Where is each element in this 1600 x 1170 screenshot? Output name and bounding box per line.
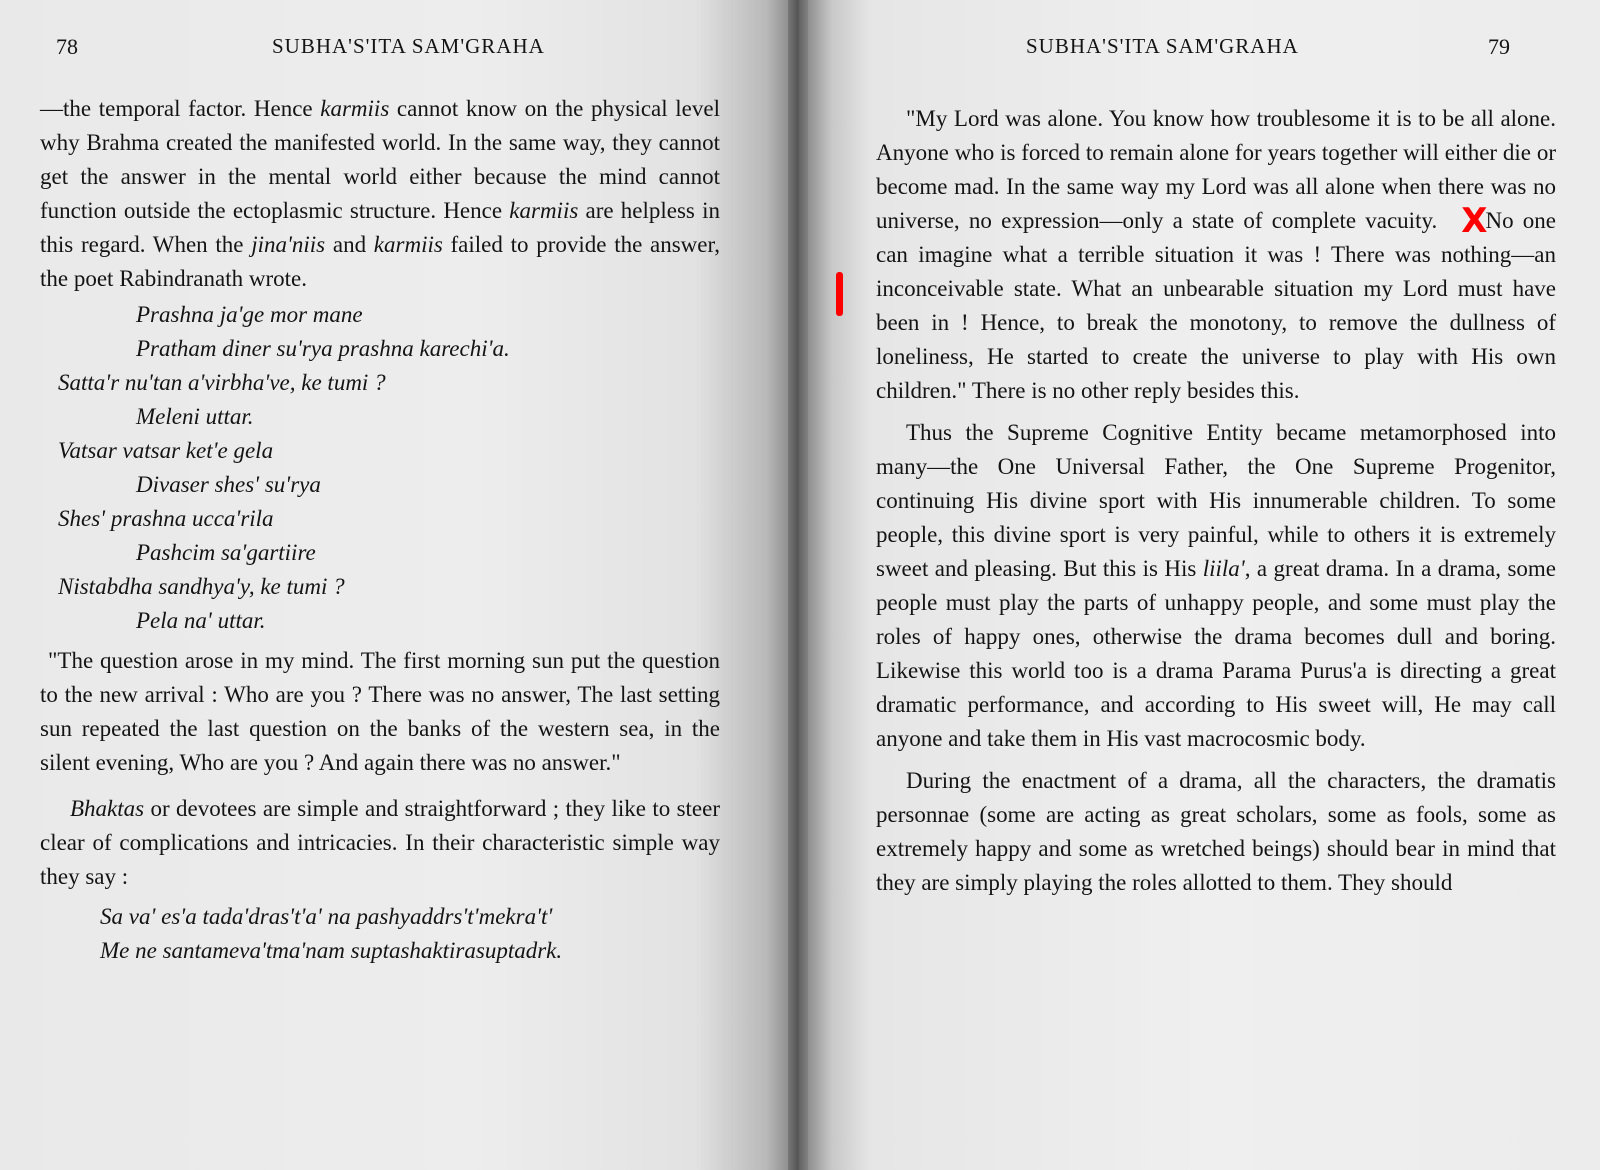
left-page-text	[40, 92, 720, 968]
right-page-number: 79	[1488, 34, 1510, 59]
red-x-mark: X	[1461, 201, 1488, 241]
right-paragraph-2: Thus the Supreme Cognitive Entity became metamorphosed into many—the One Universal Father, the One Supreme Progenitor, continuing His divine sport with His innumerable children. To some people, this divine sport is very painful, while to others it is extremely sweet and pleasing. But this is His liila', a great drama. In a drama, some people must play the parts of unhappy people, and some must play the roles of happy ones, otherwise the drama becomes dull and boring. Likewise this world too is a drama Parama Purus'a is directing a great dramatic performance, and according to His sweet will, He may call anyone and take them in His vast macrocosmic body.	[876, 420, 1556, 751]
right-page	[808, 0, 1600, 1170]
poem-line: Nistabdha sandhya'y, ke tumi ?	[58, 574, 345, 599]
left-running-header: SUBHA'S'ITA SAM'GRAHA	[272, 34, 545, 58]
poem-line: Satta'r nu'tan a'virbha've, ke tumi ?	[58, 370, 386, 395]
poem-line: Pratham diner su'rya prashna karechi'a.	[136, 336, 510, 361]
right-running-header: SUBHA'S'ITA SAM'GRAHA	[1026, 34, 1299, 58]
right-paragraph-3: During the enactment of a drama, all the characters, the dramatis personnae (some are acting as great scholars, some as fools, some as extremely happy and some as wretched beings) should bear in mind that they are simply playing the roles allotted to them. They should	[876, 768, 1556, 895]
book-gutter	[788, 0, 810, 1170]
left-paragraph-1: —the temporal factor. Hence karmiis cannot know on the physical level why Brahma created the manifested world. In the same way, they cannot get the answer in the mental world either because the mind cannot function outside the ectoplasmic structure. Hence karmiis are helpless in this regard. When the jina'niis and karmiis failed to provide the answer, the poet Rabindranath wrote.	[40, 96, 720, 291]
verse-line: Sa va' es'a tada'dras't'a' na pashyaddrs't'mekra't'	[100, 904, 553, 929]
poem-block	[40, 298, 720, 638]
verse-line: Me ne santameva'tma'nam suptashaktirasuptadrk.	[100, 938, 563, 963]
poem-line: Prashna ja'ge mor mane	[136, 302, 363, 327]
poem-line: Divaser shes' su'rya	[136, 472, 321, 497]
poem-line: Pashcim sa'gartiire	[136, 540, 316, 565]
left-page-number: 78	[56, 34, 78, 59]
sanskrit-verse	[40, 900, 720, 968]
red-margin-bar-mark	[836, 272, 843, 316]
left-paragraph-3: Bhaktas or devotees are simple and straightforward ; they like to steer clear of complications and intricacies. In their characteristic simple way they say :	[40, 796, 720, 889]
poem-line: Vatsar vatsar ket'e gela	[58, 438, 274, 463]
poem-line: Shes' prashna ucca'rila	[58, 506, 274, 531]
right-page-text	[876, 102, 1556, 900]
poem-line: Meleni uttar.	[136, 404, 254, 429]
right-paragraph-1: "My Lord was alone. You know how troublesome it is to be all alone. Anyone who is forced to remain alone for years together will either die or become mad. In the same way my Lord was all alone when there was no universe, no expression—only a state of complete vacuity. XNo one can imagine what a terrible situation it was ! There was nothing—an inconceivable state. What an unbearable situation my Lord must have been in ! Hence, to break the monotony, to remove the dullness of loneliness, He started to create the universe to play with His own children." There is no other reply besides this.	[876, 106, 1556, 403]
poem-line: Pela na' uttar.	[136, 608, 266, 633]
left-paragraph-2: "The question arose in my mind. The first morning sun put the question to the new arrival : Who are you ? There was no answer, The last setting sun repeated the last question on the banks of the western sea, in the silent evening, Who are you ? And again there was no answer."	[40, 648, 720, 775]
left-page	[0, 0, 790, 1170]
